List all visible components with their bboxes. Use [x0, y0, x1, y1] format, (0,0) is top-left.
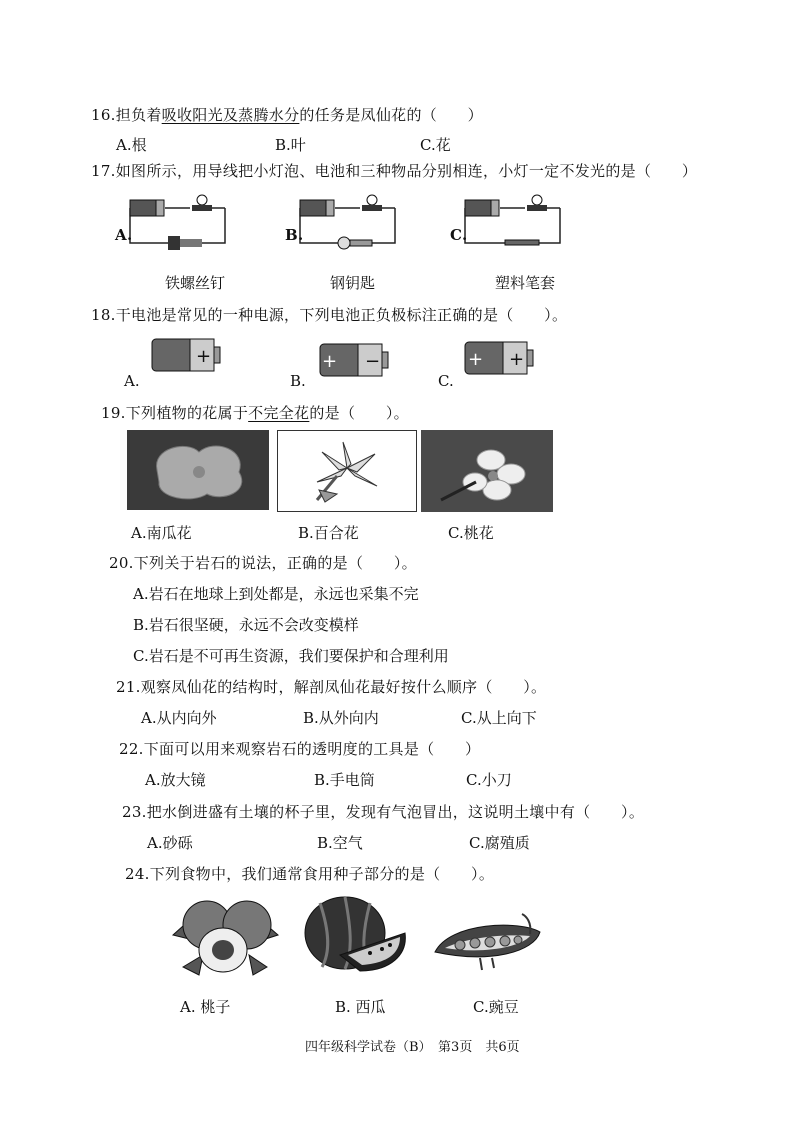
- question-21: 21.观察凤仙花的结构时，解剖凤仙花最好按什么顺序（ ）。: [116, 678, 547, 696]
- svg-text:−: −: [365, 351, 381, 372]
- question-text: 19.下列植物的花属于: [101, 404, 249, 422]
- option-c[interactable]: C.岩石是不可再生资源，我们要保护和合理利用: [133, 647, 449, 665]
- option-b[interactable]: B.空气: [317, 834, 363, 852]
- question-24: 24.下列食物中，我们通常食用种子部分的是（ ）。: [125, 865, 495, 883]
- circuit-a-figure: [110, 188, 240, 258]
- option-a[interactable]: A.放大镜: [145, 771, 206, 789]
- option-b[interactable]: B.从外向内: [303, 709, 379, 727]
- question-23: 23.把水倒进盛有土壤的杯子里，发现有气泡冒出，这说明土壤中有（ ）。: [122, 803, 645, 821]
- option-c[interactable]: C.小刀: [466, 771, 512, 789]
- caption-steel-key: 钢钥匙: [330, 274, 376, 292]
- svg-text:+: +: [468, 349, 484, 370]
- option-c[interactable]: C.豌豆: [473, 998, 519, 1016]
- pumpkin-flower-image: [127, 430, 269, 510]
- option-a[interactable]: A.岩石在地球上到处都是，永远也采集不完: [133, 585, 419, 603]
- underlined-text: 不完全花: [248, 404, 310, 422]
- option-c[interactable]: C.从上向下: [461, 709, 537, 727]
- watermelon-image: [300, 893, 410, 978]
- option-a[interactable]: A.根: [116, 136, 147, 154]
- option-b[interactable]: B.叶: [275, 136, 306, 154]
- battery-a-label[interactable]: A.: [124, 372, 140, 390]
- option-a[interactable]: A.南瓜花: [131, 524, 192, 542]
- question-20: 20.下列关于岩石的说法，正确的是（ ）。: [109, 554, 417, 572]
- question-18: 18.干电池是常见的一种电源，下列电池正负极标注正确的是（ ）。: [91, 306, 568, 324]
- circuit-c-figure: [445, 188, 575, 258]
- question-text: 的任务是凤仙花的（ ）: [299, 106, 483, 124]
- peach-flower-image: [421, 430, 553, 512]
- question-22: 22.下面可以用来观察岩石的透明度的工具是（ ）: [119, 740, 481, 758]
- battery-b-icon: [318, 340, 398, 380]
- peach-image: [163, 895, 288, 980]
- battery-a-icon: [150, 335, 230, 375]
- option-c[interactable]: C.桃花: [448, 524, 494, 542]
- option-a[interactable]: A.从内向外: [141, 709, 217, 727]
- svg-text:+: +: [196, 346, 212, 367]
- battery-b-label[interactable]: B.: [290, 372, 306, 390]
- svg-text:+: +: [509, 349, 525, 370]
- circuit-b-figure: [280, 188, 410, 258]
- circuit-b-label: B.: [285, 226, 304, 244]
- option-c[interactable]: C.花: [420, 136, 451, 154]
- caption-plastic-cap: 塑料笔套: [495, 274, 556, 292]
- question-16: [91, 104, 483, 125]
- option-b[interactable]: B. 西瓜: [335, 998, 386, 1016]
- underlined-text: 吸收阳光及蒸腾水分: [161, 106, 300, 124]
- caption-iron-screw: 铁螺丝钉: [165, 274, 226, 292]
- lily-flower-image: [277, 430, 417, 512]
- option-b[interactable]: B.百合花: [298, 524, 359, 542]
- question-19: [101, 402, 409, 423]
- option-b[interactable]: B.岩石很坚硬，永远不会改变模样: [133, 616, 359, 634]
- battery-c-label[interactable]: C.: [438, 372, 454, 390]
- question-text: 的是（ ）。: [309, 404, 409, 422]
- option-b[interactable]: B.手电筒: [314, 771, 375, 789]
- battery-c-icon: [463, 338, 543, 378]
- circuit-a-label: A.: [115, 226, 133, 244]
- svg-text:+: +: [322, 351, 338, 372]
- question-number: 16.: [91, 106, 116, 124]
- option-c[interactable]: C.腐殖质: [469, 834, 530, 852]
- option-a[interactable]: A.砂砾: [147, 834, 193, 852]
- page-footer: 四年级科学试卷（B） 第3页 共6页: [305, 1040, 520, 1055]
- pea-pod-image: [430, 912, 548, 974]
- question-text: 担负着: [115, 106, 162, 124]
- option-a[interactable]: A. 桃子: [180, 998, 231, 1016]
- question-17: 17.如图所示，用导线把小灯泡、电池和三种物品分别相连，小灯一定不发光的是（ ）: [91, 162, 698, 180]
- circuit-c-label: C.: [450, 226, 468, 244]
